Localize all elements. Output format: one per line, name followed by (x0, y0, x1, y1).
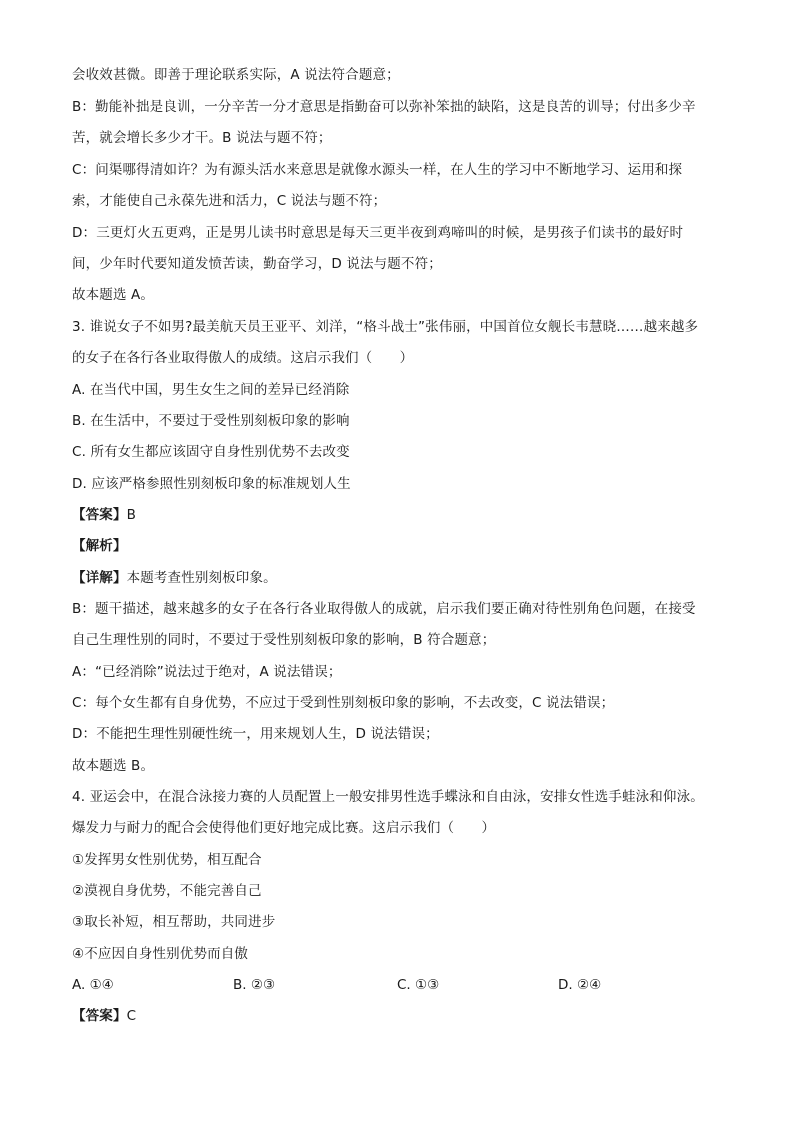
analysis-line: C：每个女生都有自身优势，不应过于受到性别刻板印象的影响，不去改变，C 说法错误； (72, 695, 615, 711)
analysis-line: B：勤能补拙是良训，一分辛苦一分才意思是指勤奋可以弥补笨拙的缺陷，这是良苦的训导；付出多少辛 (72, 99, 696, 115)
question-4-option-a: A. ①④ (72, 977, 114, 993)
question-4-stem: 爆发力与耐力的配合会使得他们更好地完成比赛。这启示我们（ ） (72, 820, 496, 836)
analysis-line: D：不能把生理性别硬性统一，用来规划人生，D 说法错误； (72, 726, 439, 742)
analysis-line: 会收效甚微。即善于理论联系实际，A 说法符合题意； (72, 67, 400, 83)
analysis-line: D：三更灯火五更鸡，正是男儿读书时意思是每天三更半夜到鸡啼叫的时候，是男孩子们读书的最好时 (72, 225, 684, 241)
conclusion-line: 故本题选 B。 (72, 758, 155, 774)
question-3-option-b: B. 在生活中，不要过于受性别刻板印象的影响 (72, 413, 350, 429)
answer-label: 【答案】 (72, 1008, 127, 1024)
answer-value: C (126, 1008, 137, 1024)
analysis-line: B：题干描述，越来越多的女子在各行各业取得傲人的成就，启示我们要正确对待性别角色问题，在接受 (72, 601, 696, 617)
analysis-line: 自己生理性别的同时，不要过于受性别刻板印象的影响，B 符合题意； (72, 632, 496, 648)
answer-label: 【答案】 (72, 507, 127, 523)
analysis-line: 苦，就会增长多少才干。B 说法与题不符； (72, 130, 332, 146)
question-3-stem: 的女子在各行各业取得傲人的成绩。这启示我们（ ） (72, 350, 414, 366)
question-4-stem: 4. 亚运会中，在混合泳接力赛的人员配置上一般安排男性选手蝶泳和自由泳，安排女性选手蛙泳和仰泳。 (72, 789, 704, 805)
detail-line (72, 569, 732, 587)
question-4-statement-1: ①发挥男女性别优势，相互配合 (72, 852, 262, 868)
question-4-option-d: D. ②④ (558, 977, 602, 993)
question-3-stem: 3. 谁说女子不如男?最美航天员王亚平、刘洋，“格斗战士”张伟丽，中国首位女舰长韦慧晓……越来越多 (72, 319, 699, 335)
question-3-option-c: C. 所有女生都应该固守自身性别优势不去改变 (72, 444, 350, 460)
answer-line (72, 506, 732, 524)
question-3-option-d: D. 应该严格参照性别刻板印象的标准规划人生 (72, 476, 351, 492)
answer-line (72, 1007, 732, 1025)
question-4-statement-3: ③取长补短，相互帮助，共同进步 (72, 914, 276, 930)
question-4-options (72, 976, 732, 994)
detail-label: 【详解】 (72, 570, 127, 586)
analysis-line: 间，少年时代要知道发愤苦读，勤奋学习，D 说法与题不符； (72, 256, 442, 272)
detail-text: 本题考查性别刻板印象。 (126, 570, 277, 586)
analysis-label: 【解析】 (72, 538, 127, 554)
conclusion-line: 故本题选 A。 (72, 287, 155, 303)
analysis-line: A：“已经消除”说法过于绝对，A 说法错误； (72, 664, 342, 680)
question-4-statement-2: ②漠视自身优势，不能完善自己 (72, 883, 262, 899)
answer-value: B (126, 507, 137, 523)
question-4-statement-4: ④不应因自身性别优势而自傲 (72, 946, 249, 962)
analysis-heading (72, 537, 732, 555)
analysis-line: C：问渠哪得清如许？为有源头活水来意思是就像水源头一样，在人生的学习中不断地学习、运用和探 (72, 162, 683, 178)
question-4-option-c: C. ①③ (397, 977, 440, 993)
analysis-line: 索，才能使自己永葆先进和活力，C 说法与题不符； (72, 193, 387, 209)
question-4-option-b: B. ②③ (233, 977, 276, 993)
question-3-option-a: A. 在当代中国，男生女生之间的差异已经消除 (72, 382, 350, 398)
